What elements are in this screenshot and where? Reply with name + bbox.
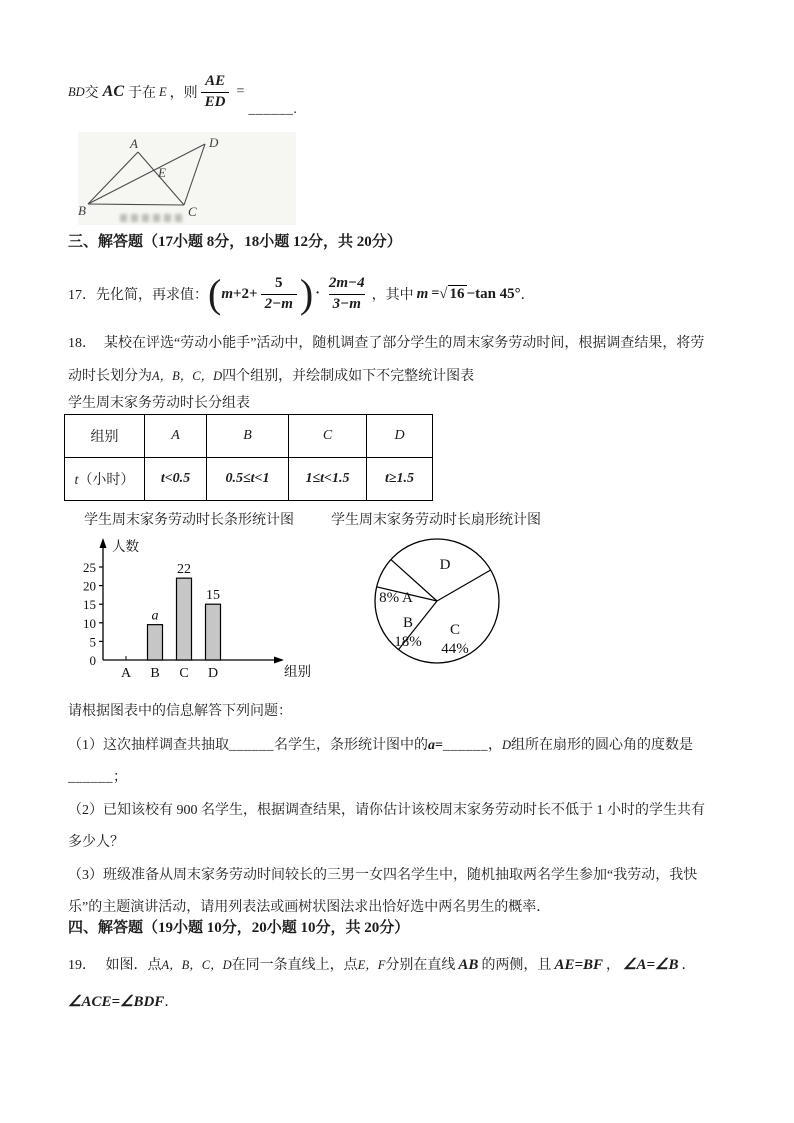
var-ac: AC [102, 83, 125, 100]
q1-s3: ， [487, 738, 502, 753]
q2-line2: 多少人？ [68, 835, 124, 850]
fig-label-c: C [188, 204, 197, 219]
paren-close: ) [299, 271, 314, 316]
q18-group-vars: A，B，C，D [152, 369, 223, 383]
question-18-part2 [68, 795, 740, 859]
pie-chart-svg [352, 522, 524, 698]
svg-text:组别: 组别 [284, 664, 311, 679]
bar-chart-svg [66, 532, 328, 686]
svg-text:D: D [439, 557, 451, 573]
q19-s1: 如图．点 [105, 958, 162, 973]
svg-text:15: 15 [206, 588, 220, 604]
th-d: D [367, 415, 433, 458]
q17-tan-tail: −tan 45° [466, 285, 521, 302]
row-label-rest: （小时） [78, 473, 135, 488]
q18-line1: 某校在评选“劳动小能手”活动中，随机调查了部分学生的周末家务劳动时间，根据调查结果，将劳 [104, 336, 705, 351]
td-range-a: t<0.5 [145, 458, 207, 501]
q1-var-d: D [501, 738, 512, 752]
table-value-row [65, 458, 433, 501]
f2-num: 2m−4 [328, 275, 365, 291]
question-18 [68, 328, 740, 393]
td-range-b: 0.5≤t<1 [207, 458, 289, 501]
group-table-title: 学生周末家务劳动时长分组表 [68, 396, 250, 411]
q18-line2-post: 四个组别，并绘制成如下不完整统计图表 [222, 369, 475, 384]
svg-text:8% A: 8% A [379, 590, 413, 606]
q1-blank3: ______ [68, 770, 113, 785]
pie-chart-title: 学生周末家务劳动时长扇形统计图 [331, 513, 541, 528]
question-18-part1 [68, 729, 740, 794]
q19-points-abcd: A，B，C，D [161, 958, 232, 972]
q18-number: 18． [68, 336, 96, 351]
q1-blank1: ______ [229, 738, 274, 753]
q3-line1: （3）班级准备从周末家务劳动时间较长的三男一女四名学生中，随机抽取两名学生参加“我劳动，我快 [68, 868, 698, 883]
question-19 [68, 947, 740, 1021]
fig-label-b: B [78, 203, 86, 218]
text-jiao: 交 [84, 86, 99, 101]
q17-var-m: m [221, 285, 233, 302]
question-17 [68, 264, 535, 324]
q19-s3: 分别在直线 [385, 958, 456, 973]
th-group: 组别 [65, 415, 145, 458]
svg-text:C44%: C 44% [441, 622, 469, 657]
svg-text:0: 0 [89, 653, 96, 668]
q19-s4: 的两侧，且 [481, 958, 552, 973]
text-ze: ，则 [169, 86, 198, 101]
th-a: A [145, 415, 207, 458]
question16-tail-line [68, 66, 297, 118]
question-18-part3 [68, 860, 740, 924]
frac-numerator: AE [201, 72, 229, 93]
td-range-c: 1≤t<1.5 [289, 458, 367, 501]
sqrt-radicand: 16 [449, 285, 465, 302]
answer-blank: ______ [248, 102, 294, 117]
sqrt-sign: √ 16 [439, 285, 465, 302]
q1-blank2: ______ [442, 738, 488, 753]
q3-line2: 乐”的主题演讲活动，请用列表法或画树状图法求出恰好选中两名男生的概率． [68, 900, 551, 915]
th-b: B [207, 415, 289, 458]
q17-number: 17． [68, 288, 96, 303]
q17-equals: = [431, 286, 440, 301]
svg-text:10: 10 [83, 615, 96, 631]
q17-period: ． [520, 288, 535, 303]
q1-s1: （1）这次抽样调查共抽取 [68, 738, 229, 753]
multiply-dot: · [315, 286, 320, 301]
fig-label-a: A [130, 136, 138, 151]
q17-fraction-2 [325, 274, 369, 314]
q17-lead-text: 先化简，再求值： [96, 288, 208, 303]
th-c: C [289, 415, 367, 458]
equals-sign: = [236, 84, 245, 99]
q19-number: 19． [68, 958, 96, 973]
q1-s2: 名学生，条形统计图中的 [274, 738, 428, 753]
bar-chart-title: 学生周末家务劳动时长条形统计图 [84, 513, 294, 528]
f1-num: 5 [274, 275, 283, 291]
figure-16-svg [78, 132, 296, 225]
svg-text:A: A [120, 666, 132, 681]
q19-period: ． [164, 995, 179, 1010]
q19-angle-ace-bdf: ∠ACE=∠BDF [68, 994, 165, 1010]
svg-text:25: 25 [83, 560, 96, 575]
section4-heading: 四、解答题（19小题 10分，20小题 10分，共 20分） [68, 920, 410, 936]
svg-text:a: a [151, 608, 159, 624]
q1-equals: = [435, 738, 443, 753]
q2-line1: （2）已知该校有 900 名学生，根据调查结果，请你估计该校周末家务劳动时长不低于 1 小时的学生共有 [68, 803, 705, 818]
q19-s6: ． [681, 958, 696, 973]
q1-s4: 组所在扇形的圆心角的度数是 [511, 738, 694, 753]
fraction-ae-ed [201, 72, 230, 112]
svg-text:C: C [179, 666, 189, 681]
f1-den: 2−m [261, 294, 297, 315]
q19-s2: 在同一条直线上，点 [231, 958, 358, 973]
svg-text:B: B [150, 666, 160, 681]
q18-line2-pre: 动时长划分为 [68, 369, 152, 384]
q19-line-ab: AB [458, 957, 479, 973]
svg-text:15: 15 [83, 597, 96, 613]
q17-fraction-1 [261, 274, 297, 314]
q19-s5: ， [606, 958, 621, 973]
q1-var-a: a [428, 738, 435, 753]
text-yuzai: 于在 [128, 86, 157, 101]
fig-label-d: D [209, 135, 219, 150]
q1-s5: ； [113, 770, 127, 785]
table-header-row [65, 415, 433, 458]
var-e: E [159, 84, 167, 99]
td-row-label [65, 458, 145, 501]
svg-text:B18%: B 18% [394, 615, 422, 650]
q19-angle-a-b: ∠A=∠B [623, 957, 679, 973]
svg-text:22: 22 [177, 562, 191, 578]
figure-16 [78, 132, 296, 225]
q17-cond-m: m [416, 285, 429, 302]
period: . [293, 102, 297, 117]
svg-text:人数: 人数 [112, 539, 139, 554]
blurred-caption [120, 214, 186, 222]
section3-heading: 三、解答题（17小题 8分，18小题 12分，共 20分） [68, 234, 402, 250]
frac-denominator: ED [204, 93, 226, 110]
charts-intro: 请根据图表中的信息解答下列问题： [68, 704, 292, 719]
fig-label-e: E [158, 165, 166, 180]
svg-text:5: 5 [89, 634, 96, 650]
group-table [64, 414, 433, 501]
svg-text:D: D [207, 666, 219, 681]
td-range-d: t≥1.5 [367, 458, 433, 501]
q19-ae-bf: AE=BF [554, 957, 604, 973]
q19-points-ef: E，F [357, 958, 386, 972]
var-bd: BD [68, 84, 85, 99]
q17-cond-text: ，其中 [371, 288, 414, 303]
q17-plus-two: +2+ [233, 285, 258, 302]
row-label-var: t [74, 473, 79, 488]
svg-text:20: 20 [83, 578, 96, 594]
f2-den: 3−m [329, 294, 365, 315]
paren-open: ( [208, 271, 222, 316]
